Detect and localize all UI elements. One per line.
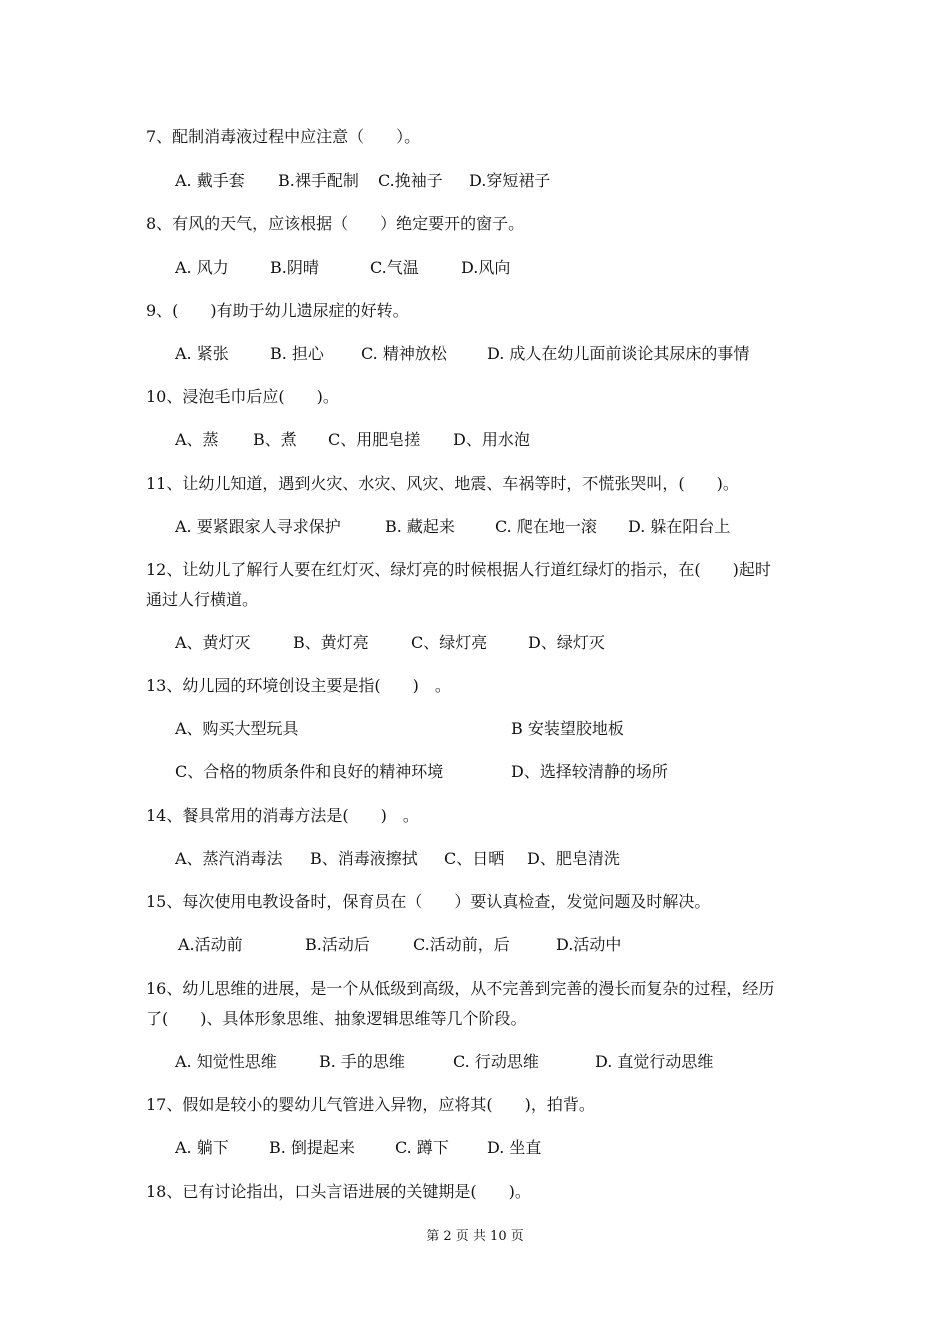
q15-option-b: B.活动后 [305, 935, 370, 954]
q8-option-a: A. 风力 [175, 258, 229, 277]
q13-option-d: D、选择较清静的场所 [511, 762, 668, 781]
question-9: 9、( )有助于幼儿遗尿症的好转。 [146, 301, 409, 320]
q16-option-d: D. 直觉行动思维 [595, 1052, 714, 1071]
q10-option-a: A、蒸 [175, 430, 219, 449]
q12-option-d: D、绿灯灭 [528, 633, 605, 652]
q14-option-c: C、日晒 [444, 849, 505, 868]
q11-option-c: C. 爬在地一滚 [495, 517, 597, 536]
q17-option-d: D. 坐直 [487, 1138, 542, 1157]
q10-option-d: D、用水泡 [453, 430, 530, 449]
question-17: 17、假如是较小的婴幼儿气管进入异物，应将其( )，拍背。 [146, 1095, 595, 1114]
q11-option-b: B. 藏起来 [385, 517, 455, 536]
question-16: 16、幼儿思维的进展，是一个从低级到高级，从不完善到完善的漫长而复杂的过程，经历 [146, 979, 775, 998]
q15-option-a: A.活动前 [178, 935, 243, 954]
q15-option-d: D.活动中 [556, 935, 622, 954]
q13-option-b: B 安装望胶地板 [511, 719, 624, 738]
q8-option-b: B.阴晴 [270, 258, 319, 277]
question-13: 13、幼儿园的环境创设主要是指( ) 。 [146, 676, 451, 695]
q16-option-c: C. 行动思维 [453, 1052, 539, 1071]
q13-option-a: A、购买大型玩具 [175, 719, 299, 738]
q17-option-c: C. 蹲下 [395, 1138, 449, 1157]
q7-option-a: A. 戴手套 [175, 171, 245, 190]
q17-option-a: A. 躺下 [175, 1138, 229, 1157]
question-10: 10、浸泡毛巾后应( )。 [146, 387, 339, 406]
q12-option-b: B、黄灯亮 [293, 633, 369, 652]
q9-option-d: D. 成人在幼儿面前谈论其尿床的事情 [487, 344, 750, 363]
q13-option-c: C、合格的物质条件和良好的精神环境 [175, 762, 444, 781]
question-12-line2: 通过人行横道。 [146, 590, 259, 609]
question-16-line2: 了( )、具体形象思维、抽象逻辑思维等几个阶段。 [146, 1009, 527, 1028]
q7-option-c: C.挽袖子 [378, 171, 443, 190]
q9-option-b: B. 担心 [270, 344, 324, 363]
q12-option-c: C、绿灯亮 [411, 633, 488, 652]
question-7: 7、配制消毒液过程中应注意（ ）。 [146, 127, 421, 146]
q8-option-d: D.风向 [461, 258, 511, 277]
q16-option-a: A. 知觉性思维 [175, 1052, 277, 1071]
q10-option-c: C、用肥皂搓 [328, 430, 421, 449]
q12-option-a: A、黄灯灭 [175, 633, 251, 652]
question-14: 14、餐具常用的消毒方法是( ) 。 [146, 806, 419, 825]
q16-option-b: B. 手的思维 [319, 1052, 405, 1071]
q11-option-a: A. 要紧跟家人寻求保护 [175, 517, 341, 536]
q11-option-d: D. 躲在阳台上 [628, 517, 731, 536]
q15-option-c: C.活动前，后 [413, 935, 510, 954]
question-8: 8、有风的天气，应该根据（ ）绝定要开的窗子。 [146, 214, 525, 233]
page-number: 第 2 页 共 10 页 [426, 1229, 524, 1244]
question-12: 12、让幼儿了解行人要在红灯灭、绿灯亮的时候根据人行道红绿灯的指示，在( )起时 [146, 560, 771, 579]
q7-option-d: D.穿短裙子 [469, 171, 551, 190]
q8-option-c: C.气温 [370, 258, 419, 277]
question-11: 11、让幼儿知道，遇到火灾、水灾、风灾、地震、车祸等时，不慌张哭叫，( )。 [146, 474, 739, 493]
q10-option-b: B、煮 [253, 430, 297, 449]
q17-option-b: B. 倒提起来 [269, 1138, 355, 1157]
question-15: 15、每次使用电教设备时，保育员在（ ）要认真检查，发觉问题及时解决。 [146, 892, 711, 911]
q7-option-b: B.裸手配制 [278, 171, 359, 190]
question-18: 18、已有讨论指出，口头言语进展的关键期是( )。 [146, 1182, 531, 1201]
q9-option-a: A. 紧张 [175, 344, 229, 363]
q14-option-b: B、消毒液擦拭 [310, 849, 418, 868]
q14-option-a: A、蒸汽消毒法 [175, 849, 283, 868]
q14-option-d: D、肥皂清洗 [527, 849, 620, 868]
q9-option-c: C. 精神放松 [361, 344, 447, 363]
